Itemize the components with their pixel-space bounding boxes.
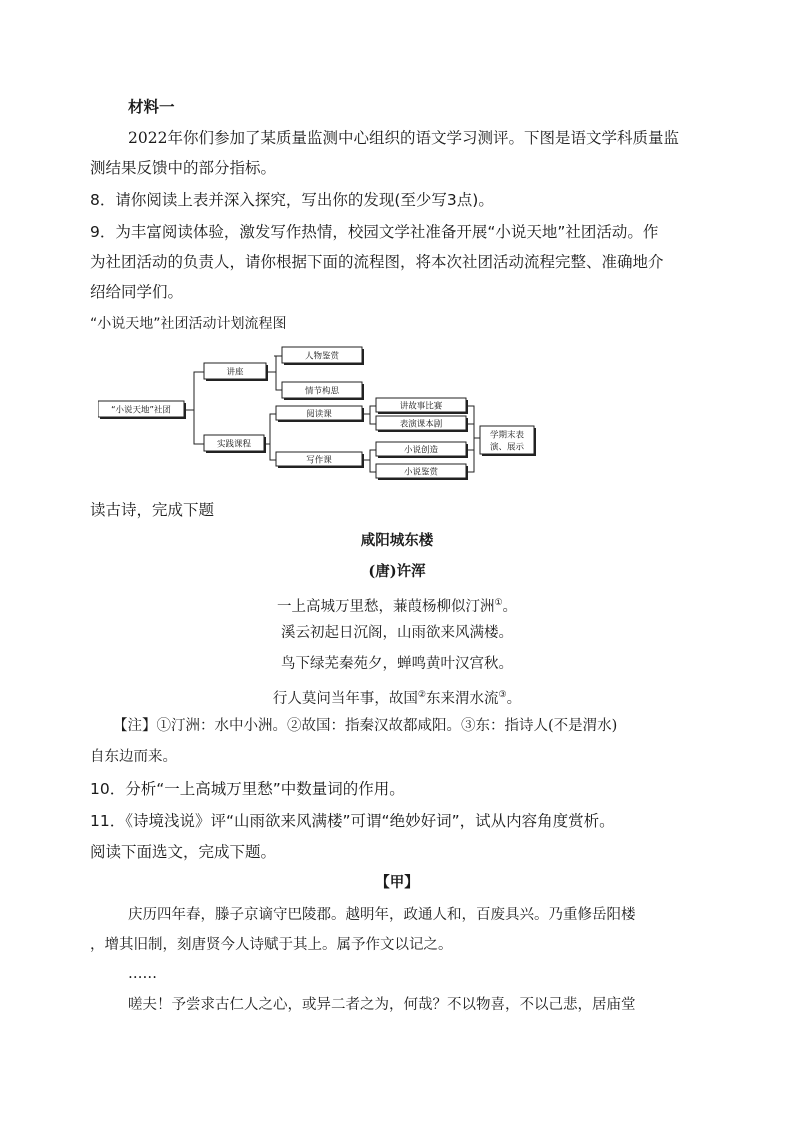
poem-line-3: 鸟下绿芜秦苑夕，蝉鸣黄叶汉宫秋。 [281, 656, 513, 672]
poem-line-4-end: 。 [506, 691, 522, 707]
note-marker-1: ① [494, 598, 503, 608]
passage-paragraph-1-line-1: 庆历四年春，滕子京谪守巴陵郡。越明年，政通人和，百废具兴。乃重修岳阳楼 [128, 907, 636, 923]
passage-paragraph-1-line-2: ，增其旧制，刻唐贤今人诗赋于其上。属予作文以记之。 [90, 937, 453, 953]
material-paragraph-line-1: 2022年你们参加了某质量监测中心组织的语文学习测评。下图是语文学科质量监 [128, 129, 679, 147]
flow-reading-class: 阅读课 [306, 409, 332, 420]
passage-instruction: 阅读下面选文，完成下题。 [90, 843, 277, 861]
flowchart [98, 344, 548, 489]
flow-writing-class: 写作课 [306, 455, 332, 466]
material-paragraph-line-2: 测结果反馈中的部分指标。 [90, 159, 277, 177]
question-10: 10．分析“一上高城万里愁”中数量词的作用。 [90, 780, 405, 798]
question-9-line-2: 为社团活动的负责人，请你根据下面的流程图，将本次社团活动流程完整、准确地介 [90, 253, 664, 271]
passage-ellipsis: …… [128, 966, 157, 982]
flow-story-contest: 讲故事比赛 [399, 401, 443, 412]
flow-practice: 实践课程 [216, 439, 252, 450]
passage-paragraph-2-line-1: 嗟夫！予尝求古仁人之心，或异二者之为，何哉？不以物喜，不以己悲，居庙堂 [128, 997, 636, 1013]
poem-line-1-end: 。 [502, 599, 518, 615]
poem-title: 咸阳城东楼 [360, 532, 434, 549]
poem-line-2: 溪云初起日沉阁，山雨欲来风满楼。 [281, 625, 513, 641]
flow-lecture: 讲座 [226, 367, 244, 378]
question-9-line-3: 绍给同学们。 [90, 283, 184, 301]
poem-line-4 [0, 685, 794, 709]
poem-instruction: 读古诗，完成下题 [90, 501, 215, 519]
flow-final-line-2: 演、展示 [489, 442, 525, 453]
flow-plot-design: 情节构思 [304, 386, 340, 397]
question-11: 11．《诗境浅说》评“山雨欲来风满楼”可谓“绝妙好词”，试从内容角度赏析。 [90, 812, 615, 830]
poem-line-1 [0, 593, 794, 617]
note-marker-2: ② [417, 690, 426, 700]
poem-line-1-text: 一上高城万里愁，蒹葭杨柳似汀洲 [276, 599, 495, 615]
flowchart-caption: “小说天地”社团活动计划流程图 [90, 316, 287, 332]
poem-author: (唐)许浑 [368, 563, 426, 580]
question-8: 8．请你阅读上表并深入探究，写出你的发现(至少写3点)。 [90, 191, 494, 209]
poem-annotation-line-2: 自东边而来。 [90, 749, 177, 765]
note-marker-3: ③ [498, 690, 507, 700]
flow-novel-appreciation: 小说鉴赏 [403, 467, 439, 478]
passage-label: 【甲】 [375, 874, 419, 891]
question-9-line-1: 9．为丰富阅读体验，激发写作热情，校园文学社准备开展“小说天地”社团活动。作 [90, 223, 659, 241]
material-heading: 材料一 [128, 97, 175, 116]
flow-final-line-1: 学期末表 [489, 430, 525, 441]
flow-novel-creation: 小说创造 [403, 445, 439, 456]
flow-root: “小说天地”社团 [111, 405, 171, 416]
flow-script-performance: 表演课本剧 [399, 419, 443, 430]
flow-character-appreciation: 人物鉴赏 [304, 351, 340, 362]
poem-line-4-text-a: 行人莫问当年事，故国 [272, 691, 418, 707]
poem-annotation-line-1: 【注】①汀洲：水中小洲。②故国：指秦汉故都咸阳。③东：指诗人(不是渭水) [113, 718, 618, 734]
poem-line-4-text-b: 东来渭水流 [426, 691, 499, 707]
